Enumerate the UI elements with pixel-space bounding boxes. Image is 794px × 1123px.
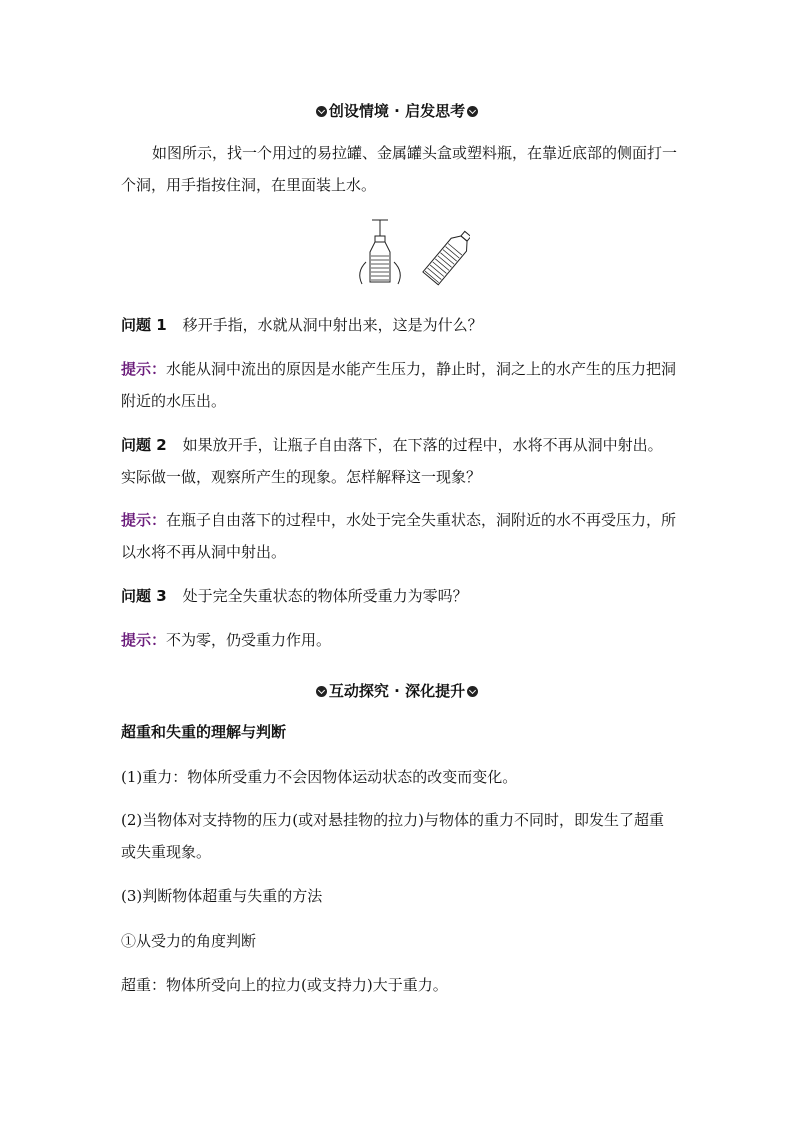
intro-paragraph: 如图所示，找一个用过的易拉罐、金属罐头盒或塑料瓶，在靠近底部的侧面打一个洞，用手指按住洞，在里面装上水。 <box>121 144 678 194</box>
hint-text: 不为零，仍受重力作用。 <box>166 631 332 649</box>
section-header-scenario <box>0 100 794 121</box>
topic-title: 超重和失重的理解与判断 <box>121 723 287 741</box>
section-title: 互动探究 · 深化提升 <box>328 682 466 700</box>
hint-2 <box>121 504 677 568</box>
hint-text: 水能从洞中流出的原因是水能产生压力，静止时，洞之上的水产生的压力把洞附近的水压出。 <box>121 360 677 410</box>
point-5: 超重：物体所受向上的拉力(或支持力)大于重力。 <box>121 976 448 994</box>
question-2 <box>121 429 677 493</box>
hint-label: 提示： <box>121 631 167 649</box>
hint-1 <box>121 353 677 417</box>
point-1: (1)重力：物体所受重力不会因物体运动状态的改变而变化。 <box>121 768 518 786</box>
point-3: (3)判断物体超重与失重的方法 <box>121 887 323 905</box>
question-text: 处于完全失重状态的物体所受重力为零吗？ <box>182 587 468 605</box>
question-label: 问题 1 <box>121 316 167 334</box>
section-header-explore <box>0 680 794 701</box>
bottle-illustration <box>350 214 470 290</box>
section-title: 创设情境 · 启发思考 <box>328 102 466 120</box>
hint-label: 提示： <box>121 360 167 378</box>
hint-3 <box>121 624 677 656</box>
question-text: 如果放开手，让瓶子自由落下，在下落的过程中，水将不再从洞中射出。实际做一做，观察所产生的现象。怎样解释这一现象？ <box>121 436 663 486</box>
hint-text: 在瓶子自由落下的过程中，水处于完全失重状态，洞附近的水不再受压力，所以水将不再从洞中射出。 <box>121 511 677 561</box>
point-4: ①从受力的角度判断 <box>121 932 257 950</box>
question-3 <box>121 580 677 612</box>
question-1 <box>121 309 677 341</box>
hint-label: 提示： <box>121 511 167 529</box>
bullet-icon <box>316 686 327 697</box>
question-label: 问题 2 <box>121 436 167 454</box>
point-2: (2)当物体对支持物的压力(或对悬挂物的拉力)与物体的重力不同时，即发生了超重或失重现象。 <box>121 811 664 861</box>
bullet-icon <box>467 686 478 697</box>
bullet-icon <box>316 106 327 117</box>
question-text: 移开手指，水就从洞中射出来，这是为什么？ <box>182 316 483 334</box>
bullet-icon <box>467 106 478 117</box>
question-label: 问题 3 <box>121 587 167 605</box>
